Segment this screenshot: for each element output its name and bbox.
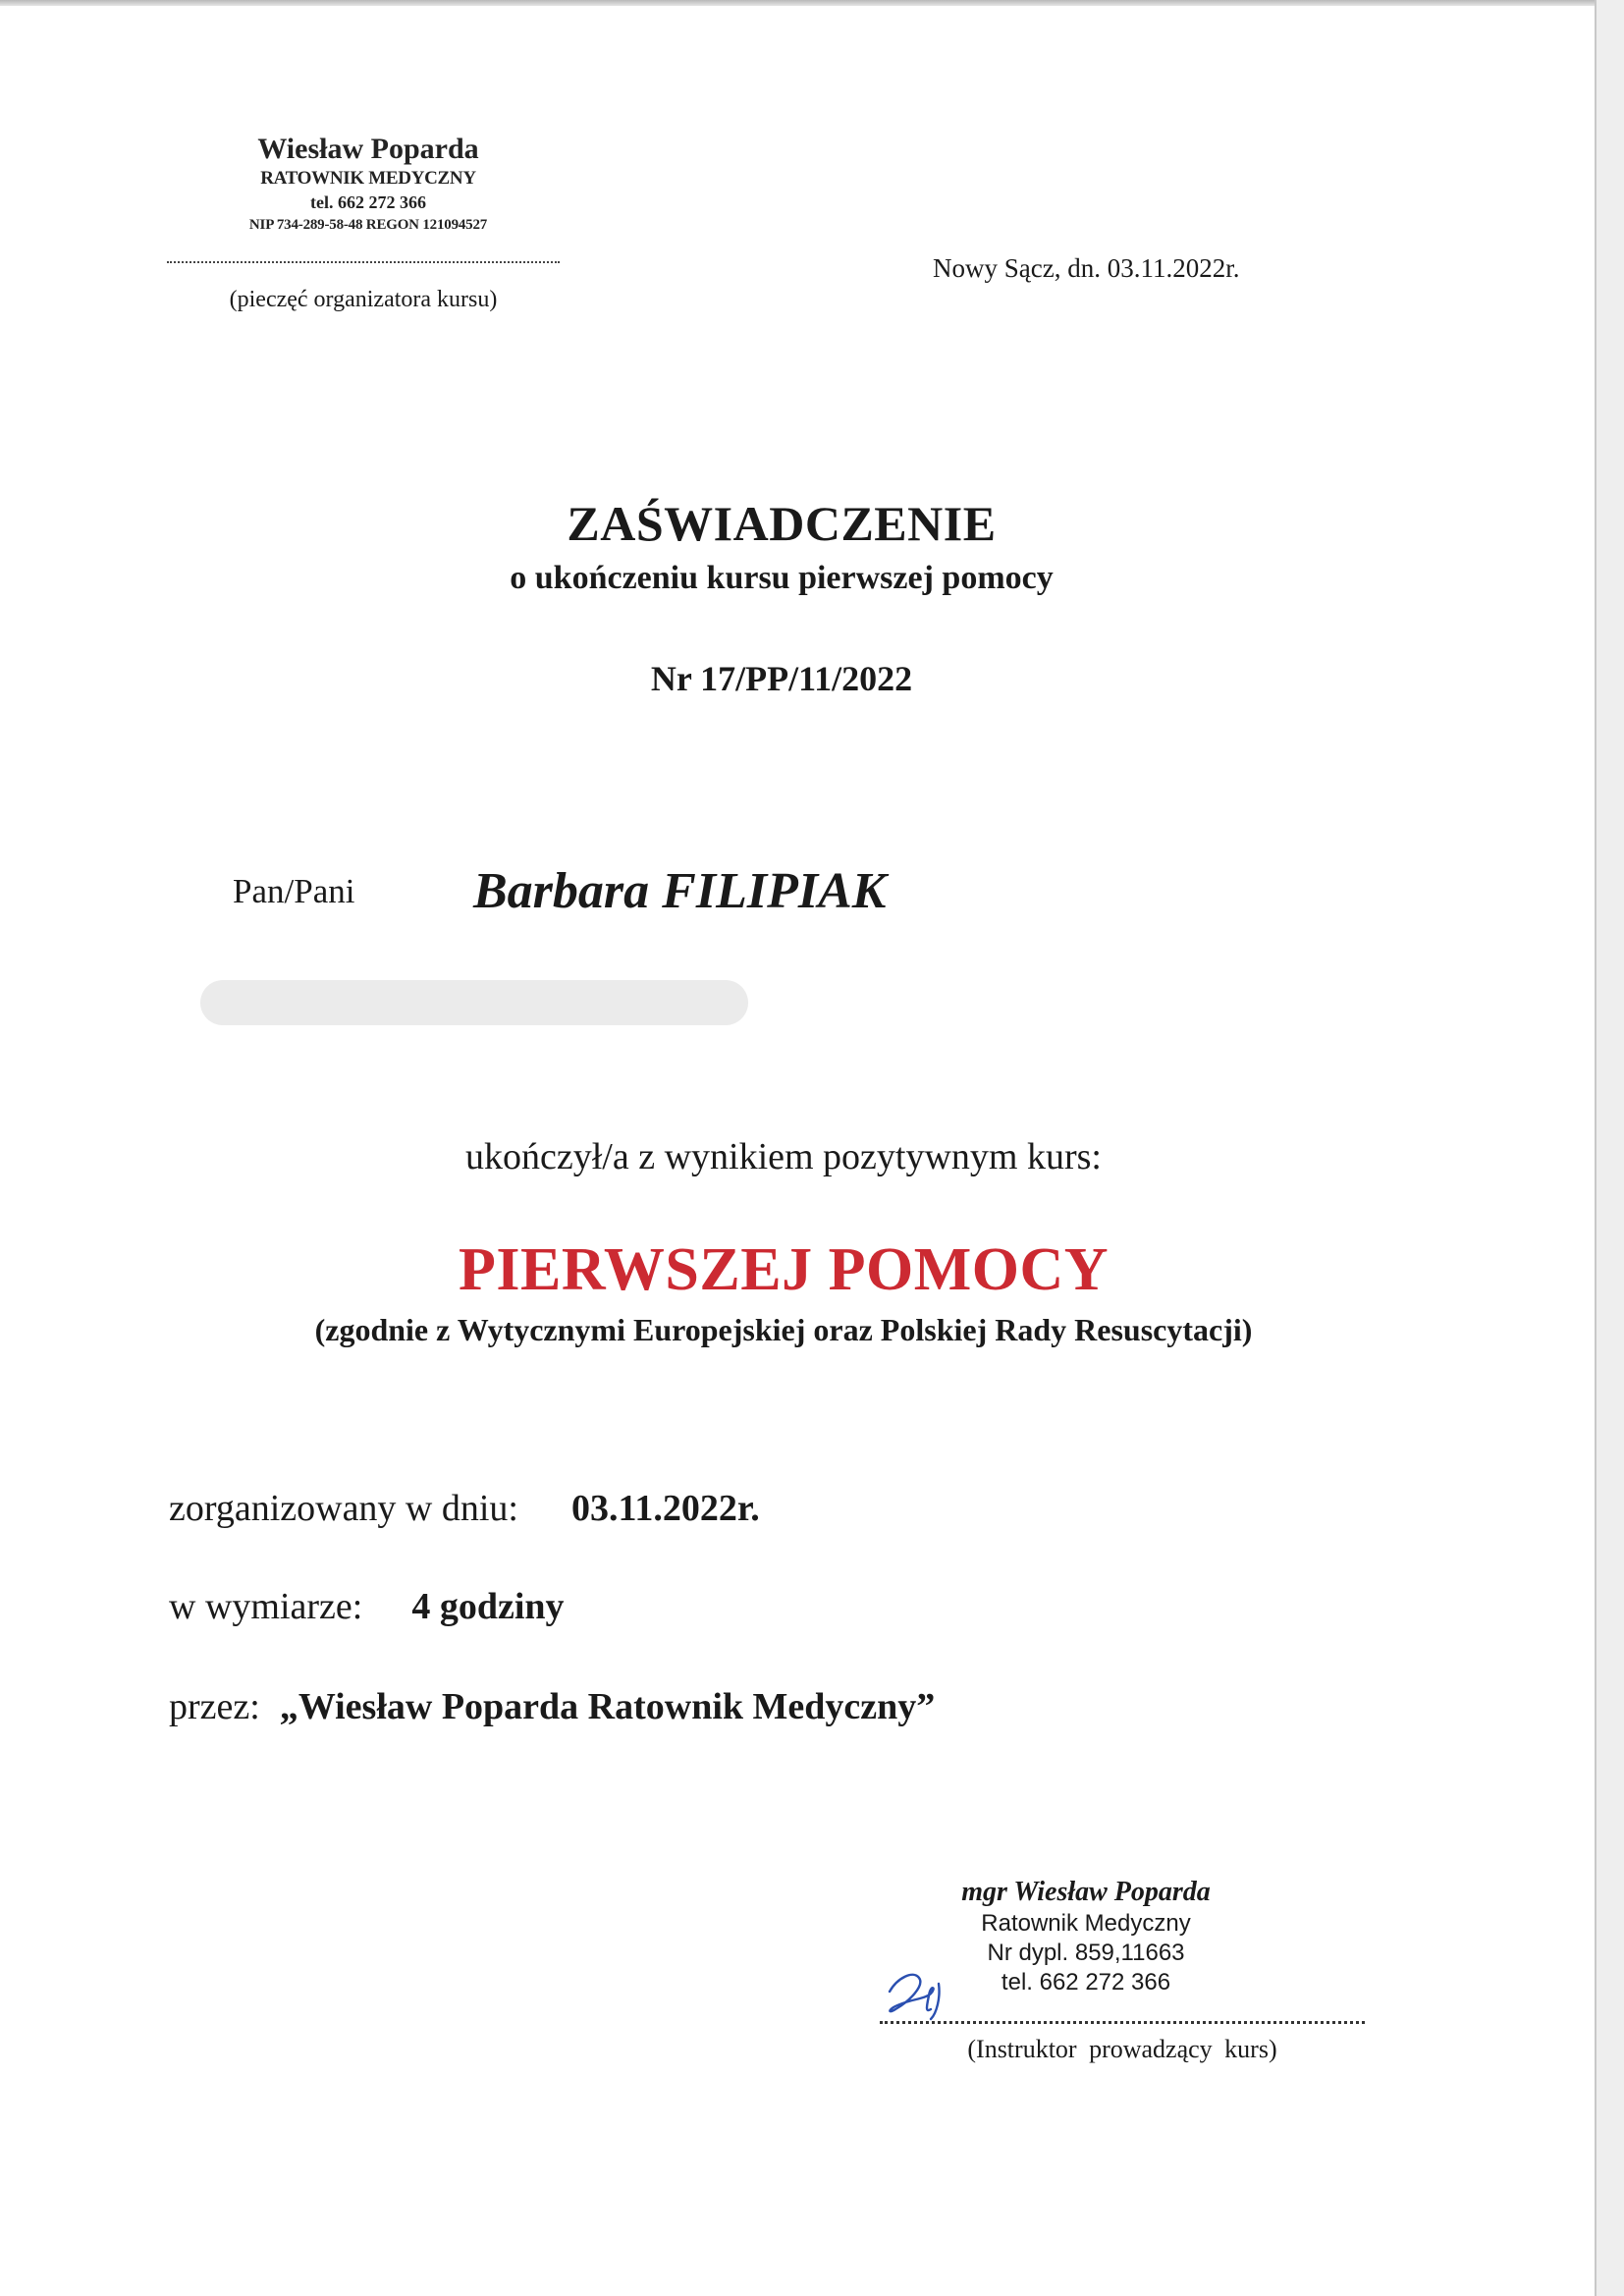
organizer-stamp-caption: (pieczęć organizatora kursu) — [229, 287, 498, 312]
detail-date-value: 03.11.2022r. — [571, 1488, 760, 1529]
organizer-stamp-dotted-line — [167, 261, 560, 263]
detail-organizer-label: przez: — [169, 1686, 260, 1727]
organizer-role: RATOWNIK MEDYCZNY — [260, 168, 476, 189]
place-and-date: Nowy Sącz, dn. 03.11.2022r. — [933, 253, 1240, 283]
document-title: ZAŚWIADCZENIE — [567, 496, 997, 551]
signature-icon — [880, 1954, 968, 2023]
detail-duration — [169, 1585, 565, 1628]
recipient-name: Barbara FILIPIAK — [473, 863, 887, 919]
scan-edge-right — [1595, 0, 1624, 2296]
scan-edge-top — [0, 0, 1600, 6]
document-subtitle: o ukończeniu kursu pierwszej pomocy — [510, 560, 1054, 596]
course-name: PIERWSZEJ POMOCY — [458, 1236, 1110, 1303]
certificate-number: Nr 17/PP/11/2022 — [650, 659, 913, 698]
organizer-tax-ids: NIP 734-289-58-48 REGON 121094527 — [248, 217, 488, 233]
organizer-stamp — [167, 132, 569, 236]
organizer-name: Wiesław Poparda — [257, 133, 479, 165]
instructor-dotted-line — [880, 2021, 1365, 2024]
instructor-phone: tel. 662 272 366 — [1001, 1969, 1171, 1995]
instructor-role: Ratownik Medyczny — [981, 1910, 1191, 1937]
instructor-diploma: Nr dypl. 859,11663 — [987, 1940, 1185, 1966]
completion-statement: ukończył/a z wynikiem pozytywnym kurs: — [465, 1136, 1102, 1177]
detail-organizer-value: „Wiesław Poparda Ratownik Medyczny” — [279, 1686, 936, 1727]
instructor-caption: (Instruktor prowadzący kurs) — [967, 2035, 1277, 2063]
detail-organizer — [169, 1685, 935, 1728]
course-guidelines-note: (zgodnie z Wytycznymi Europejskiej oraz Polskiej Rady Resuscytacji) — [314, 1312, 1253, 1347]
detail-duration-value: 4 godziny — [411, 1586, 565, 1627]
organizer-phone: tel. 662 272 366 — [310, 192, 426, 212]
instructor-name: mgr Wiesław Poparda — [961, 1877, 1211, 1907]
detail-date-label: zorganizowany w dniu: — [169, 1488, 518, 1529]
redacted-field — [200, 980, 748, 1025]
recipient-prefix: Pan/Pani — [233, 872, 355, 910]
instructor-stamp — [933, 1876, 1239, 1997]
detail-date — [169, 1487, 760, 1530]
detail-duration-label: w wymiarze: — [169, 1586, 363, 1627]
